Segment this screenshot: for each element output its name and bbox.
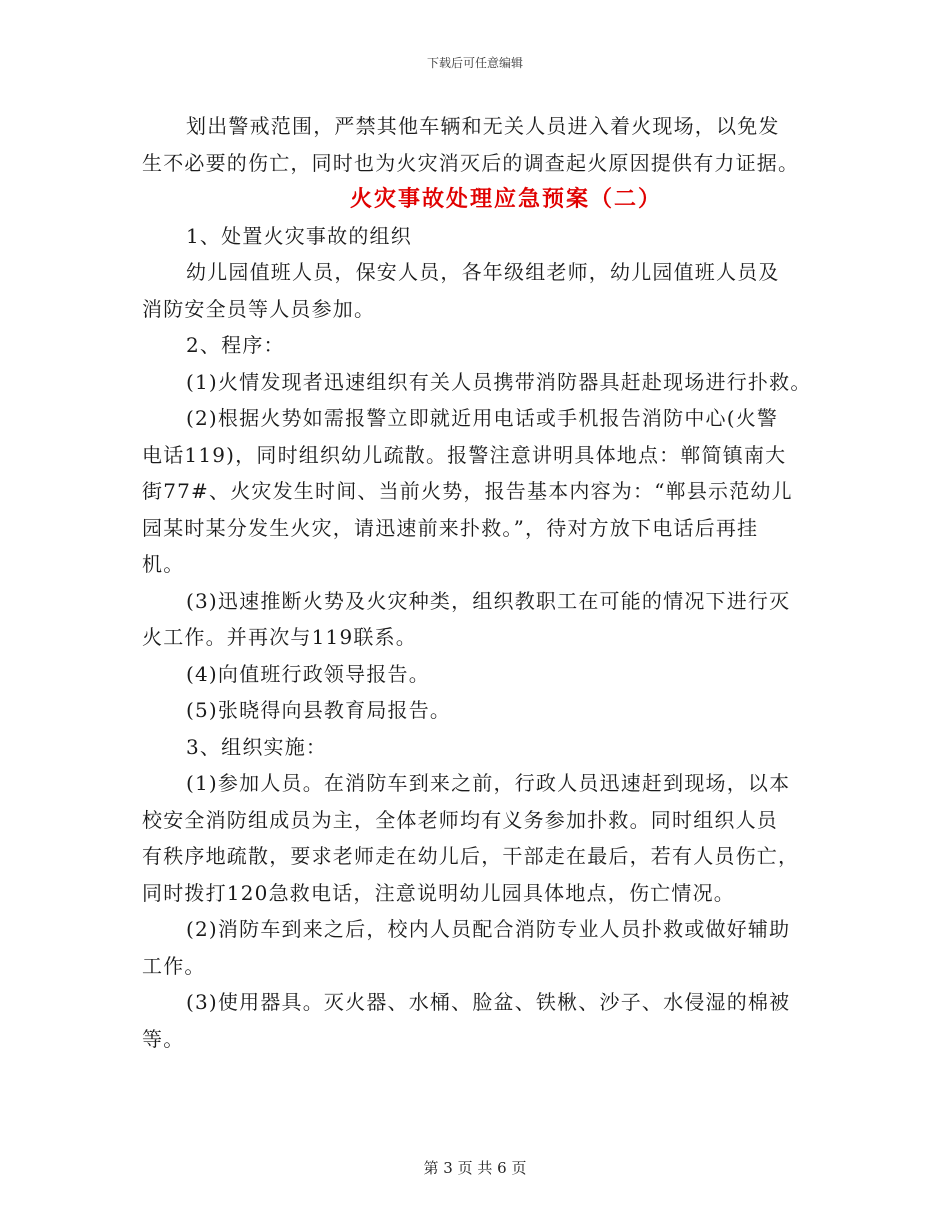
paragraph-line: 同时拨打120急救电话，注意说明幼儿园具体地点，伤亡情况。 bbox=[142, 880, 735, 905]
paragraph-line: 电话119)，同时组织幼儿疏散。报警注意讲明具体地点：郸简镇南大 bbox=[142, 442, 787, 467]
list-item: (4)向值班行政领导报告。 bbox=[186, 661, 430, 686]
list-item: (2)根据火势如需报警立即就近用电话或手机报告消防中心(火警 bbox=[186, 406, 779, 430]
paragraph-line: 火工作。并再次与119联系。 bbox=[142, 625, 417, 649]
list-item: (1)火情发现者迅速组织有关人员携带消防器具赶赴现场进行扑救。 bbox=[186, 369, 812, 394]
list-item: (2)消防车到来之后，校内人员配合消防专业人员扑救或做好辅助 bbox=[186, 917, 791, 941]
list-item: (5)张晓得向县教育局报告。 bbox=[186, 698, 452, 722]
list-item: (1)参加人员。在消防车到来之前，行政人员迅速赶到现场，以本 bbox=[186, 771, 791, 795]
paragraph-line: 街77#、火灾发生时间、当前火势，报告基本内容为：“郸县示范幼儿 bbox=[142, 479, 793, 503]
document-body bbox=[142, 108, 832, 1057]
paragraph-line: 园某时某分发生火灾，请迅速前来扑救。”，待对方放下电话后再挂 bbox=[142, 515, 759, 540]
section-heading: 2、程序： bbox=[186, 333, 285, 357]
section-title: 火灾事故处理应急预案（二） bbox=[349, 186, 662, 212]
paragraph-line: 生不必要的伤亡，同时也为火灾消灭后的调查起火原因提供有力证据。 bbox=[142, 150, 800, 175]
list-item: (3)迅速推断火势及火灾种类，组织教职工在可能的情况下进行灭 bbox=[186, 588, 791, 613]
paragraph-line: 幼儿园值班人员，保安人员，各年级组老师，幼儿园值班人员及 bbox=[186, 260, 780, 284]
page-header: 下载后可任意编辑 bbox=[426, 56, 523, 70]
paragraph-line: 有秩序地疏散，要求老师走在幼儿后，干部走在最后，若有人员伤亡， bbox=[142, 844, 800, 868]
paragraph-line: 机。 bbox=[142, 552, 185, 576]
paragraph-line: 工作。 bbox=[142, 953, 206, 978]
page-footer: 第 3 页 共 6 页 bbox=[423, 1159, 527, 1177]
paragraph-line: 消防安全员等人员参加。 bbox=[142, 296, 376, 321]
list-item: (3)使用器具。灭火器、水桶、脸盆、铁楸、沙子、水侵湿的棉被 bbox=[186, 990, 791, 1014]
paragraph-line: 划出警戒范围，严禁其他车辆和无关人员进入着火现场，以免发 bbox=[186, 114, 780, 138]
paragraph-line: 等。 bbox=[142, 1026, 185, 1051]
section-heading: 1、处置火灾事故的组织 bbox=[186, 223, 412, 248]
section-heading: 3、组织实施： bbox=[186, 734, 328, 759]
paragraph-line: 校安全消防组成员为主，全体老师均有义务参加扑救。同时组织人员 bbox=[142, 807, 778, 832]
